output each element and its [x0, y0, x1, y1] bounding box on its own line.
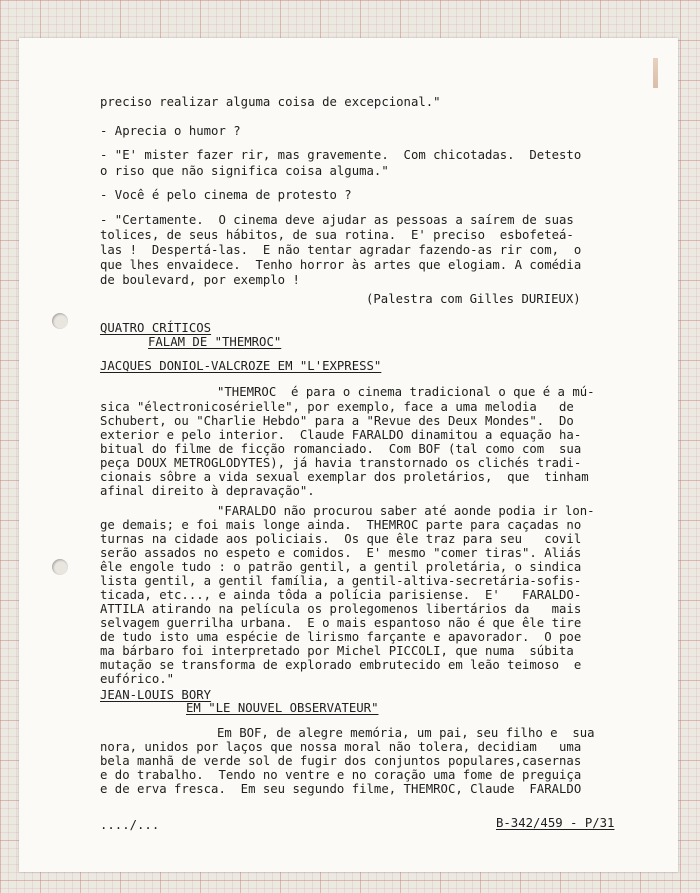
body-line: lista gentil, a gentil família, a gentil-altiva-secretária-sofis-	[100, 574, 582, 588]
body-line: êle engole tudo : o patrão gentil, a gentil proletária, o sindica	[100, 560, 582, 574]
critic-heading: EM "LE NOUVEL OBSERVATEUR"	[186, 701, 379, 715]
body-line: cionais sôbre a vida sexual exemplar dos proletários, que tinham	[100, 470, 589, 484]
body-line: e de erva fresca. Em seu segundo filme, THEMROC, Claude FARALDO	[100, 782, 582, 796]
answer-line: de boulevard, por exemplo !	[100, 273, 300, 287]
answer-line: tolices, de seus hábitos, de sua rotina. E' preciso esbofeteá-	[100, 228, 574, 242]
critic-heading: JEAN-LOUIS BORY	[100, 688, 212, 702]
answer-line: - "Certamente. O cinema deve ajudar as pessoas a saírem de suas	[100, 213, 574, 227]
text-line: preciso realizar alguma coisa de excepcional."	[100, 95, 441, 109]
body-line: selvagem guerrilha urbana. E o mais espantoso não é que êle tire	[100, 616, 582, 630]
body-line: "FARALDO não procurou saber até aonde podia ir lon-	[217, 504, 595, 518]
section-heading: QUATRO CRÍTICOS	[100, 321, 212, 335]
page-reference: B-342/459 - P/31	[496, 816, 615, 830]
continuation-mark: ..../...	[100, 818, 160, 832]
body-line: serão assados no espeto e comidos. E' mesmo "comer tiras". Aliás	[100, 546, 582, 560]
body-line: peça DOUX METROGLODYTES), já havia transtornado os clichés tradi-	[100, 456, 582, 470]
answer-line: - "E' mister fazer rir, mas gravemente. Com chicotadas. Detesto	[100, 148, 582, 162]
body-line: afinal direito à depravação".	[100, 484, 315, 498]
source-credit: (Palestra com Gilles DURIEUX)	[366, 292, 581, 306]
body-line: turnas na cidade aos policiais. Os que êle traz para seu covil	[100, 532, 582, 546]
body-line: exterior e pelo interior. Claude FARALDO dinamitou a equação ha-	[100, 428, 582, 442]
answer-line: o riso que não significa coisa alguma."	[100, 164, 389, 178]
body-line: Schubert, ou "Charlie Hebdo" para a "Revue des Deux Mondes". Do	[100, 414, 574, 428]
answer-line: que lhes envaidece. Tenho horror às artes que elogiam. A comédia	[100, 258, 582, 272]
question-line: - Aprecia o humor ?	[100, 124, 241, 138]
answer-line: las ! Despertá-las. E não tentar agradar fazendo-as rir com, o	[100, 243, 582, 257]
body-line: ma bárbaro foi interpretado por Michel PICCOLI, que numa súbita	[100, 644, 574, 658]
body-line: mutação se transforma de explorado embrutecido em leão teimoso e	[100, 658, 582, 672]
critic-heading: JACQUES DONIOL-VALCROZE EM "L'EXPRESS"	[100, 359, 382, 373]
body-line: e do trabalho. Tendo no ventre e no coração uma fome de preguiça	[100, 768, 582, 782]
body-line: ticada, etc..., e ainda tôda a polícia parisiense. E' FARALDO-	[100, 588, 582, 602]
body-line: ATTILA atirando na película os prolegomenos libertários da mais	[100, 602, 582, 616]
body-line: eufórico."	[100, 672, 175, 686]
body-line: sica "électronicosérielle", por exemplo, face a uma melodia de	[100, 400, 574, 414]
body-line: bela manhã de verde sol de fugir dos conjuntos populares,casernas	[100, 754, 582, 768]
body-line: Em BOF, de alegre memória, um pai, seu filho e sua	[217, 726, 595, 740]
paper-stain	[653, 58, 658, 88]
punch-hole-top	[52, 313, 68, 329]
body-line: nora, unidos por laços que nossa moral não tolera, decidiam uma	[100, 740, 582, 754]
section-heading: FALAM DE "THEMROC"	[148, 335, 282, 349]
body-line: "THEMROC é para o cinema tradicional o que é a mú-	[217, 385, 595, 399]
body-line: ge demais; e foi mais longe ainda. THEMROC parte para caçadas no	[100, 518, 582, 532]
body-line: de tudo isto uma espécie de lirismo farçante e apavorador. O poe	[100, 630, 582, 644]
punch-hole-bottom	[52, 559, 68, 575]
question-line: - Você é pelo cinema de protesto ?	[100, 188, 352, 202]
body-line: bitual do filme de ficção romanciado. Com BOF (tal como com sua	[100, 442, 582, 456]
